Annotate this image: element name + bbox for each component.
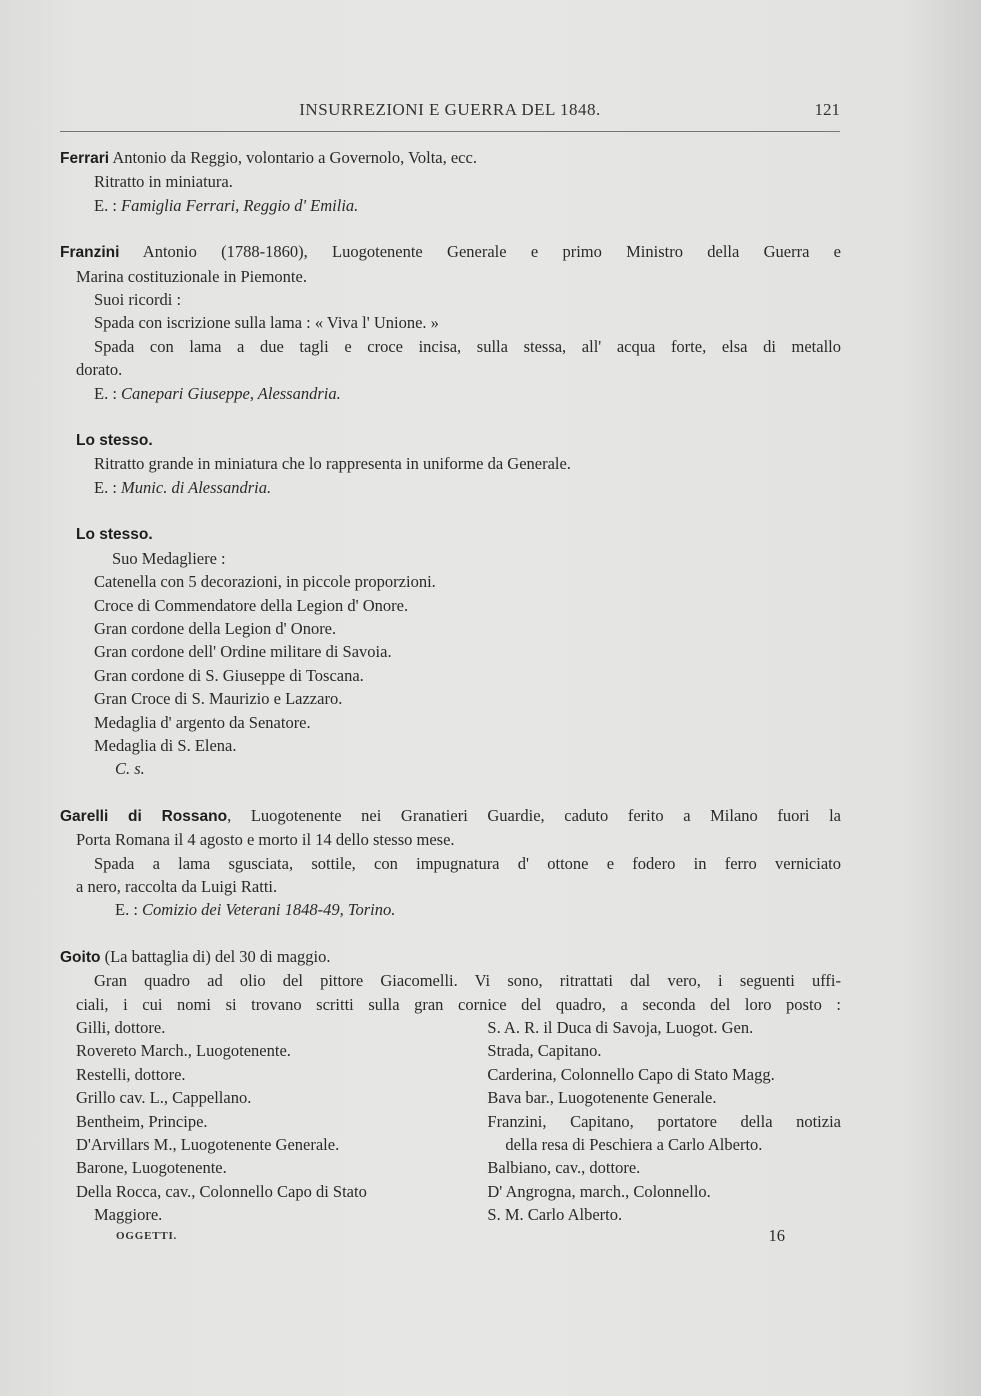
header-rule xyxy=(60,131,840,132)
entry-ferrari xyxy=(60,146,841,217)
source-name: Canepari Giuseppe, Alessandria. xyxy=(121,383,341,403)
officer-name: Franzini, Capitano, portatore della notizia xyxy=(487,1111,841,1131)
officer-list-right xyxy=(487,1016,841,1227)
medal-item: Gran Croce di S. Maurizio e Lazzaro. xyxy=(94,689,343,709)
entry-text: Antonio da Reggio, volontario a Governolo, Volta, ecc. xyxy=(109,148,477,167)
entry-heading: Goito xyxy=(60,948,101,966)
medal-item: Gran cordone di S. Giuseppe di Toscana. xyxy=(94,665,364,685)
signature-mark: OGGETTI. xyxy=(116,1230,178,1242)
entry-goito xyxy=(60,945,841,1227)
entry-lo-stesso-2 xyxy=(60,522,841,780)
officer-name-continuation: Maggiore. xyxy=(94,1205,163,1225)
entry-text: Suoi ricordi : xyxy=(94,290,182,310)
source-name: Comizio dei Veterani 1848-49, Torino. xyxy=(142,900,396,920)
entry-source: E. : Comizio dei Veterani 1848-49, Torino. xyxy=(115,900,396,920)
medal-item: Gran cordone della Legion d' Onore. xyxy=(94,618,337,638)
sheet-number: 16 xyxy=(768,1226,785,1245)
medal-item: Medaglia d' argento da Senatore. xyxy=(94,712,311,732)
officer-name: S. M. Carlo Alberto. xyxy=(487,1205,623,1225)
medal-item: Catenella con 5 decorazioni, in piccole proporzioni. xyxy=(94,572,436,592)
officer-name: Restelli, dottore. xyxy=(76,1064,186,1084)
entry-lo-stesso-1 xyxy=(60,428,841,499)
entry-heading: Ferrari xyxy=(60,150,110,167)
page-content xyxy=(60,146,841,1227)
entry-text: Spada con iscrizione sulla lama : « Viva l' Unione. » xyxy=(94,313,439,333)
page-header xyxy=(60,100,840,124)
page-number: 121 xyxy=(814,100,840,119)
officer-name: Strada, Capitano. xyxy=(487,1041,602,1061)
medal-item: Medaglia di S. Elena. xyxy=(94,735,237,755)
officer-name: Barone, Luogotenente. xyxy=(76,1158,227,1178)
entry-source: E. : Munic. di Alessandria. xyxy=(94,477,272,497)
officer-list xyxy=(60,1016,841,1227)
entry-text: Spada a lama sgusciata, sottile, con impugnatura d' ottone e fodero in ferro verniciato xyxy=(94,853,841,873)
running-title: INSURREZIONI E GUERRA DEL 1848. xyxy=(299,100,601,119)
entry-text: Marina costituzionale in Piemonte. xyxy=(76,266,307,286)
officer-name: Grillo cav. L., Cappellano. xyxy=(76,1088,252,1108)
entry-heading: Lo stesso. xyxy=(76,526,153,544)
entry-text: Ritratto in miniatura. xyxy=(94,172,233,192)
entry-text: a nero, raccolta da Luigi Ratti. xyxy=(76,876,278,896)
source-name: Famiglia Ferrari, Reggio d' Emilia. xyxy=(121,195,359,215)
officer-name: Bava bar., Luogotenente Generale. xyxy=(487,1088,717,1108)
entry-text: Porta Romana il 4 agosto e morto il 14 dello stesso mese. xyxy=(76,830,455,850)
officer-name: D'Arvillars M., Luogotenente Generale. xyxy=(76,1135,340,1155)
entry-franzini xyxy=(60,240,841,405)
entry-source: E. : Canepari Giuseppe, Alessandria. xyxy=(94,383,341,403)
entry-text: ciali, i cui nomi si trovano scritti sulla gran cornice del quadro, a seconda del loro posto : xyxy=(76,994,841,1014)
officer-name: Rovereto March., Luogotenente. xyxy=(76,1041,291,1061)
entry-text: Ritratto grande in miniatura che lo rappresenta in uniforme da Generale. xyxy=(94,454,571,474)
entry-text: Gran quadro ad olio del pittore Giacomelli. Vi sono, ritrattati dal vero, i seguenti uffi- xyxy=(94,971,841,991)
source-name: Munic. di Alessandria. xyxy=(121,477,272,497)
entry-text: Spada con lama a due tagli e croce incisa, sulla stessa, all' acqua forte, elsa di metallo xyxy=(94,336,841,356)
entry-heading: Lo stesso. xyxy=(76,432,153,450)
officer-list-left xyxy=(60,1016,487,1227)
source-name: C. s. xyxy=(115,759,145,779)
officer-name: Carderina, Colonnello Capo di Stato Magg. xyxy=(487,1064,775,1084)
officer-name: Gilli, dottore. xyxy=(76,1018,166,1037)
medal-item: Suo Medagliere : xyxy=(112,548,226,568)
page-footer xyxy=(60,1226,785,1250)
medal-item: Croce di Commendatore della Legion d' Onore. xyxy=(94,595,409,615)
officer-name: Balbiano, cav., dottore. xyxy=(487,1158,641,1178)
medal-item: Gran cordone dell' Ordine militare di Savoia. xyxy=(94,642,392,662)
officer-name-continuation: della resa di Peschiera a Carlo Alberto. xyxy=(505,1135,763,1155)
officer-name: Bentheim, Principe. xyxy=(76,1111,208,1131)
officer-name: S. A. R. il Duca di Savoja, Luogot. Gen. xyxy=(487,1018,754,1037)
officer-name: Della Rocca, cav., Colonnello Capo di Stato xyxy=(76,1181,367,1201)
entry-source: E. : Famiglia Ferrari, Reggio d' Emilia. xyxy=(94,195,359,215)
entry-garelli xyxy=(60,804,841,922)
entry-heading: Franzini xyxy=(60,244,120,262)
entry-text: , Luogotenente nei Granatieri Guardie, caduto ferito a Milano fuori la xyxy=(227,805,841,825)
entry-text: (La battaglia di) del 30 di maggio. xyxy=(100,946,331,966)
entry-text: dorato. xyxy=(76,360,123,380)
officer-name: D' Angrogna, march., Colonnello. xyxy=(487,1181,711,1201)
entry-heading: Garelli di Rossano xyxy=(60,807,228,825)
entry-text: Antonio (1788-1860), Luogotenente Generale e primo Ministro della Guerra e xyxy=(119,242,841,262)
